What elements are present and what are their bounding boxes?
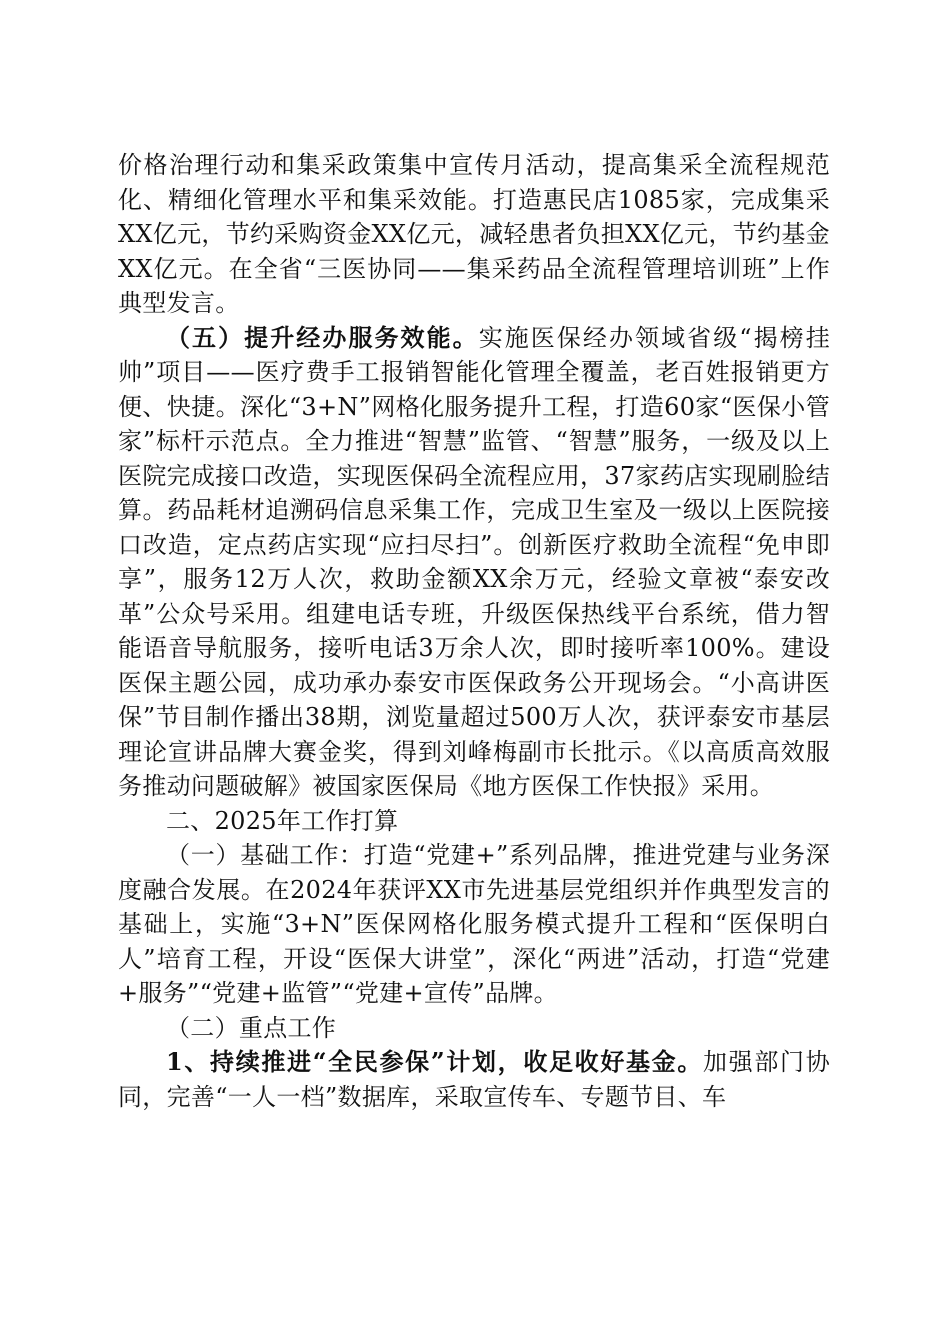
paragraph-item-1 (118, 1045, 830, 1114)
item-1-lead: 1、持续推进“全民参保”计划，收足收好基金。 (166, 1047, 704, 1076)
paragraph-continuation: 价格治理行动和集采政策集中宣传月活动，提高集采全流程规范化、精细化管理水平和集采效能。打造惠民店1085家，完成集采XX亿元，节约采购资金XX亿元，减轻患者负担XX亿元，节约基金XX亿元。在全省“三医协同——集采药品全流程管理培训班”上作典型发言。 (118, 151, 830, 317)
subheading-key-work: （二）重点工作 (166, 1013, 337, 1042)
item-1-body: 加强部门协同，完善“一人一档”数据库，采取宣传车、专题节目、车 (118, 1048, 830, 1111)
document-body (118, 148, 830, 1114)
section-5-lead: （五）提升经办服务效能。 (166, 322, 479, 352)
paragraph-section-5 (118, 321, 830, 804)
paragraph-basic-work: （一）基础工作：打造“党建+”系列品牌，推进党建与业务深度融合发展。在2024年获评XX市先进基层党组织并作典型发言的基础上，实施“3+N”医保网格化服务模式提升工程和“医保明白人”培育工程，开设“医保大讲堂”，深化“两进”活动，打造“党建+服务”“党建+监管”“党建+宣传”品牌。 (118, 841, 830, 1007)
heading-2025-plan: 二、2025年工作打算 (166, 806, 399, 835)
section-5-body: 实施医保经办领域省级“揭榜挂帅”项目——医疗费手工报销智能化管理全覆盖，老百姓报销更方便、快捷。深化“3+N”网格化服务提升工程，打造60家“医保小管家”标杆示范点。全力推进“智慧”监管、“智慧”服务，一级及以上医院完成接口改造，实现医保码全流程应用，37家药店实现刷脸结算。药品耗材追溯码信息采集工作，完成卫生室及一级以上医院接口改造，定点药店实现“应扫尽扫”。创新医疗救助全流程“免申即享”，服务12万人次，救助金额XX余万元，经验文章被“泰安改革”公众号采用。组建电话专班，升级医保热线平台系统，借力智能语音导航服务，接听电话3万余人次，即时接听率100%。建设医保主题公园，成功承办泰安市医保政务公开现场会。“小高讲医保”节目制作播出38期，浏览量超过500万人次，获评泰安市基层理论宣讲品牌大赛金奖，得到刘峰梅副市长批示。《以高质高效服务推动问题破解》被国家医保局《地方医保工作快报》采用。 (118, 323, 830, 800)
